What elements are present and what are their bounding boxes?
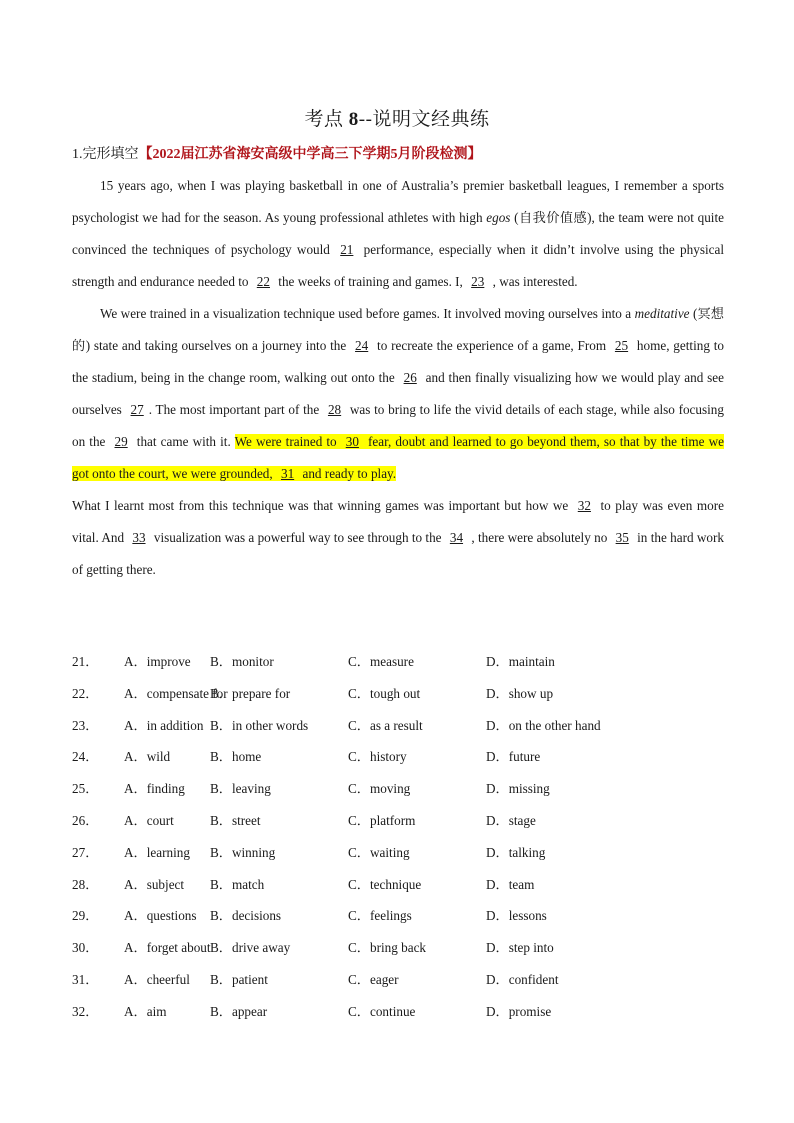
question-number: 31． bbox=[72, 971, 99, 987]
option-a: A．wild bbox=[124, 749, 171, 765]
option-b: B．drive away bbox=[210, 940, 291, 956]
text-run: performance, especially when it didn’t involve using the physical strength and endurance needed to bbox=[72, 242, 724, 289]
question-label: 1.完形填空 bbox=[72, 147, 139, 162]
blank-33: 33 bbox=[132, 530, 146, 545]
question-number: 29． bbox=[72, 908, 99, 924]
title-prefix: 考点 bbox=[304, 109, 349, 130]
cloze-passage bbox=[72, 170, 724, 586]
option-a: A．court bbox=[124, 812, 174, 828]
blank-31: 31 bbox=[276, 466, 299, 481]
text-run: in the hard work of getting there. bbox=[72, 530, 724, 577]
option-row bbox=[72, 996, 724, 1028]
option-d: D．talking bbox=[486, 844, 546, 860]
italic-term: meditative bbox=[634, 306, 690, 321]
text-run: home, getting to the stadium, being in the change room, walking out onto the bbox=[72, 338, 724, 385]
option-a: A．in addition bbox=[124, 717, 204, 733]
option-b: B．prepare for bbox=[210, 685, 291, 701]
option-d: D．future bbox=[486, 749, 541, 765]
option-b: B．street bbox=[210, 812, 261, 828]
question-number: 30． bbox=[72, 940, 99, 956]
question-number: 23． bbox=[72, 717, 99, 733]
option-d: D．confident bbox=[486, 971, 559, 987]
question-number: 22． bbox=[72, 685, 99, 701]
title-number: 8 bbox=[348, 109, 359, 130]
option-row bbox=[72, 741, 724, 773]
option-c: C．waiting bbox=[348, 844, 410, 860]
blank-30: 30 bbox=[341, 434, 364, 449]
text-run: and then finally visualizing how we would play and see ourselves bbox=[72, 370, 724, 417]
option-d: D．step into bbox=[486, 940, 554, 956]
option-b: B．leaving bbox=[210, 781, 271, 797]
text-run: . The most important part of the bbox=[148, 402, 323, 417]
text-run: We were trained in a visualization technique used before games. It involved moving ourselves into a bbox=[100, 306, 635, 321]
blank-26: 26 bbox=[403, 370, 417, 385]
question-number: 26． bbox=[72, 812, 99, 828]
text-run: the weeks of training and games. I, bbox=[274, 274, 467, 289]
option-d: D．show up bbox=[486, 685, 554, 701]
option-c: C．as a result bbox=[348, 717, 423, 733]
option-c: C．bring back bbox=[348, 940, 427, 956]
text-run: (冥想的) state and taking ourselves on a journey into the bbox=[72, 306, 724, 353]
paragraph-2 bbox=[72, 298, 724, 490]
text-run: (自我价值感), the team were not quite convinced the techniques of psychology would bbox=[72, 210, 724, 257]
option-a: A．learning bbox=[124, 844, 190, 860]
option-row bbox=[72, 646, 724, 678]
text-run: was to bring to life the vivid details of each stage, while also focusing on the bbox=[72, 402, 724, 449]
text-run: , was interested. bbox=[489, 274, 578, 289]
option-b: B．winning bbox=[210, 844, 276, 860]
option-row bbox=[72, 869, 724, 901]
question-number: 32． bbox=[72, 1003, 99, 1019]
blank-23: 23 bbox=[471, 274, 485, 289]
question-number: 25． bbox=[72, 781, 99, 797]
question-heading bbox=[72, 143, 482, 163]
blank-28: 28 bbox=[327, 402, 342, 417]
option-d: D．lessons bbox=[486, 908, 547, 924]
option-row bbox=[72, 932, 724, 964]
option-row bbox=[72, 900, 724, 932]
option-row bbox=[72, 964, 724, 996]
option-row bbox=[72, 678, 724, 710]
option-b: B．in other words bbox=[210, 717, 309, 733]
question-number: 24． bbox=[72, 749, 99, 765]
page-title bbox=[0, 104, 794, 131]
title-suffix: --说明文经典练 bbox=[358, 109, 490, 130]
blank-25: 25 bbox=[614, 338, 629, 353]
option-c: C．tough out bbox=[348, 685, 421, 701]
blank-34: 34 bbox=[449, 530, 464, 545]
blank-27: 27 bbox=[130, 402, 144, 417]
option-row bbox=[72, 837, 724, 869]
option-d: D．maintain bbox=[486, 654, 555, 669]
option-row bbox=[72, 773, 724, 805]
option-a: A．improve bbox=[124, 654, 191, 669]
option-b: B．decisions bbox=[210, 908, 282, 924]
text-run: What I learnt most from this technique was that winning games was important but how we bbox=[72, 498, 573, 513]
option-a: A．forget about bbox=[124, 940, 211, 956]
option-c: C．continue bbox=[348, 1003, 416, 1019]
question-number: 28． bbox=[72, 876, 99, 892]
answer-options bbox=[72, 646, 724, 1028]
highlighted-text: and ready to play. bbox=[299, 466, 397, 481]
option-a: A．compensate for bbox=[124, 685, 228, 701]
option-c: C．history bbox=[348, 749, 407, 765]
blank-22: 22 bbox=[256, 274, 270, 289]
option-a: A．subject bbox=[124, 876, 185, 892]
option-c: C．feelings bbox=[348, 908, 412, 924]
option-d: D．on the other hand bbox=[486, 717, 601, 733]
text-run: to recreate the experience of a game, From bbox=[373, 338, 610, 353]
option-b: B．patient bbox=[210, 971, 268, 987]
option-c: C．moving bbox=[348, 781, 411, 797]
blank-24: 24 bbox=[355, 338, 369, 353]
blank-32: 32 bbox=[577, 498, 591, 513]
option-b: B．match bbox=[210, 876, 265, 892]
option-a: A．aim bbox=[124, 1003, 167, 1019]
text-run: that came with it. bbox=[132, 434, 235, 449]
question-number: 21． bbox=[72, 654, 99, 669]
option-row bbox=[72, 805, 724, 837]
option-b: B．home bbox=[210, 749, 262, 765]
option-row bbox=[72, 710, 724, 742]
blank-29: 29 bbox=[114, 434, 128, 449]
option-d: D．stage bbox=[486, 812, 536, 828]
option-b: B．monitor bbox=[210, 654, 274, 669]
option-d: D．promise bbox=[486, 1003, 552, 1019]
option-a: A．cheerful bbox=[124, 971, 190, 987]
paragraph-3 bbox=[72, 490, 724, 586]
question-number: 27． bbox=[72, 844, 99, 860]
text-run: visualization was a powerful way to see through to the bbox=[150, 530, 445, 545]
text-run: to play was even more vital. And bbox=[72, 498, 724, 545]
option-a: A．questions bbox=[124, 908, 197, 924]
option-c: C．eager bbox=[348, 971, 399, 987]
option-c: C．platform bbox=[348, 812, 416, 828]
blank-35: 35 bbox=[615, 530, 629, 545]
blank-21: 21 bbox=[340, 242, 354, 257]
highlighted-text: We were trained to bbox=[234, 434, 341, 449]
italic-term: egos bbox=[486, 210, 511, 225]
option-c: C．technique bbox=[348, 876, 422, 892]
question-source: 【2022届江苏省海安高级中学高三下学期5月阶段检测】 bbox=[138, 147, 482, 162]
option-a: A．finding bbox=[124, 781, 185, 797]
text-run: , there were absolutely no bbox=[468, 530, 611, 545]
text-run: 15 years ago, when I was playing basketball in one of Australia’s premier basketball leagues, I remember a sports psychologist we had for the season. As young professional athletes with high bbox=[72, 178, 724, 225]
option-b: B．appear bbox=[210, 1003, 268, 1019]
highlighted-text: fear, doubt and learned to go beyond them, so that by the time we got onto the court, we were grounded, bbox=[72, 434, 724, 481]
option-c: C．measure bbox=[348, 654, 414, 669]
option-d: D．missing bbox=[486, 781, 550, 797]
paragraph-1 bbox=[72, 170, 724, 298]
option-d: D．team bbox=[486, 876, 535, 892]
